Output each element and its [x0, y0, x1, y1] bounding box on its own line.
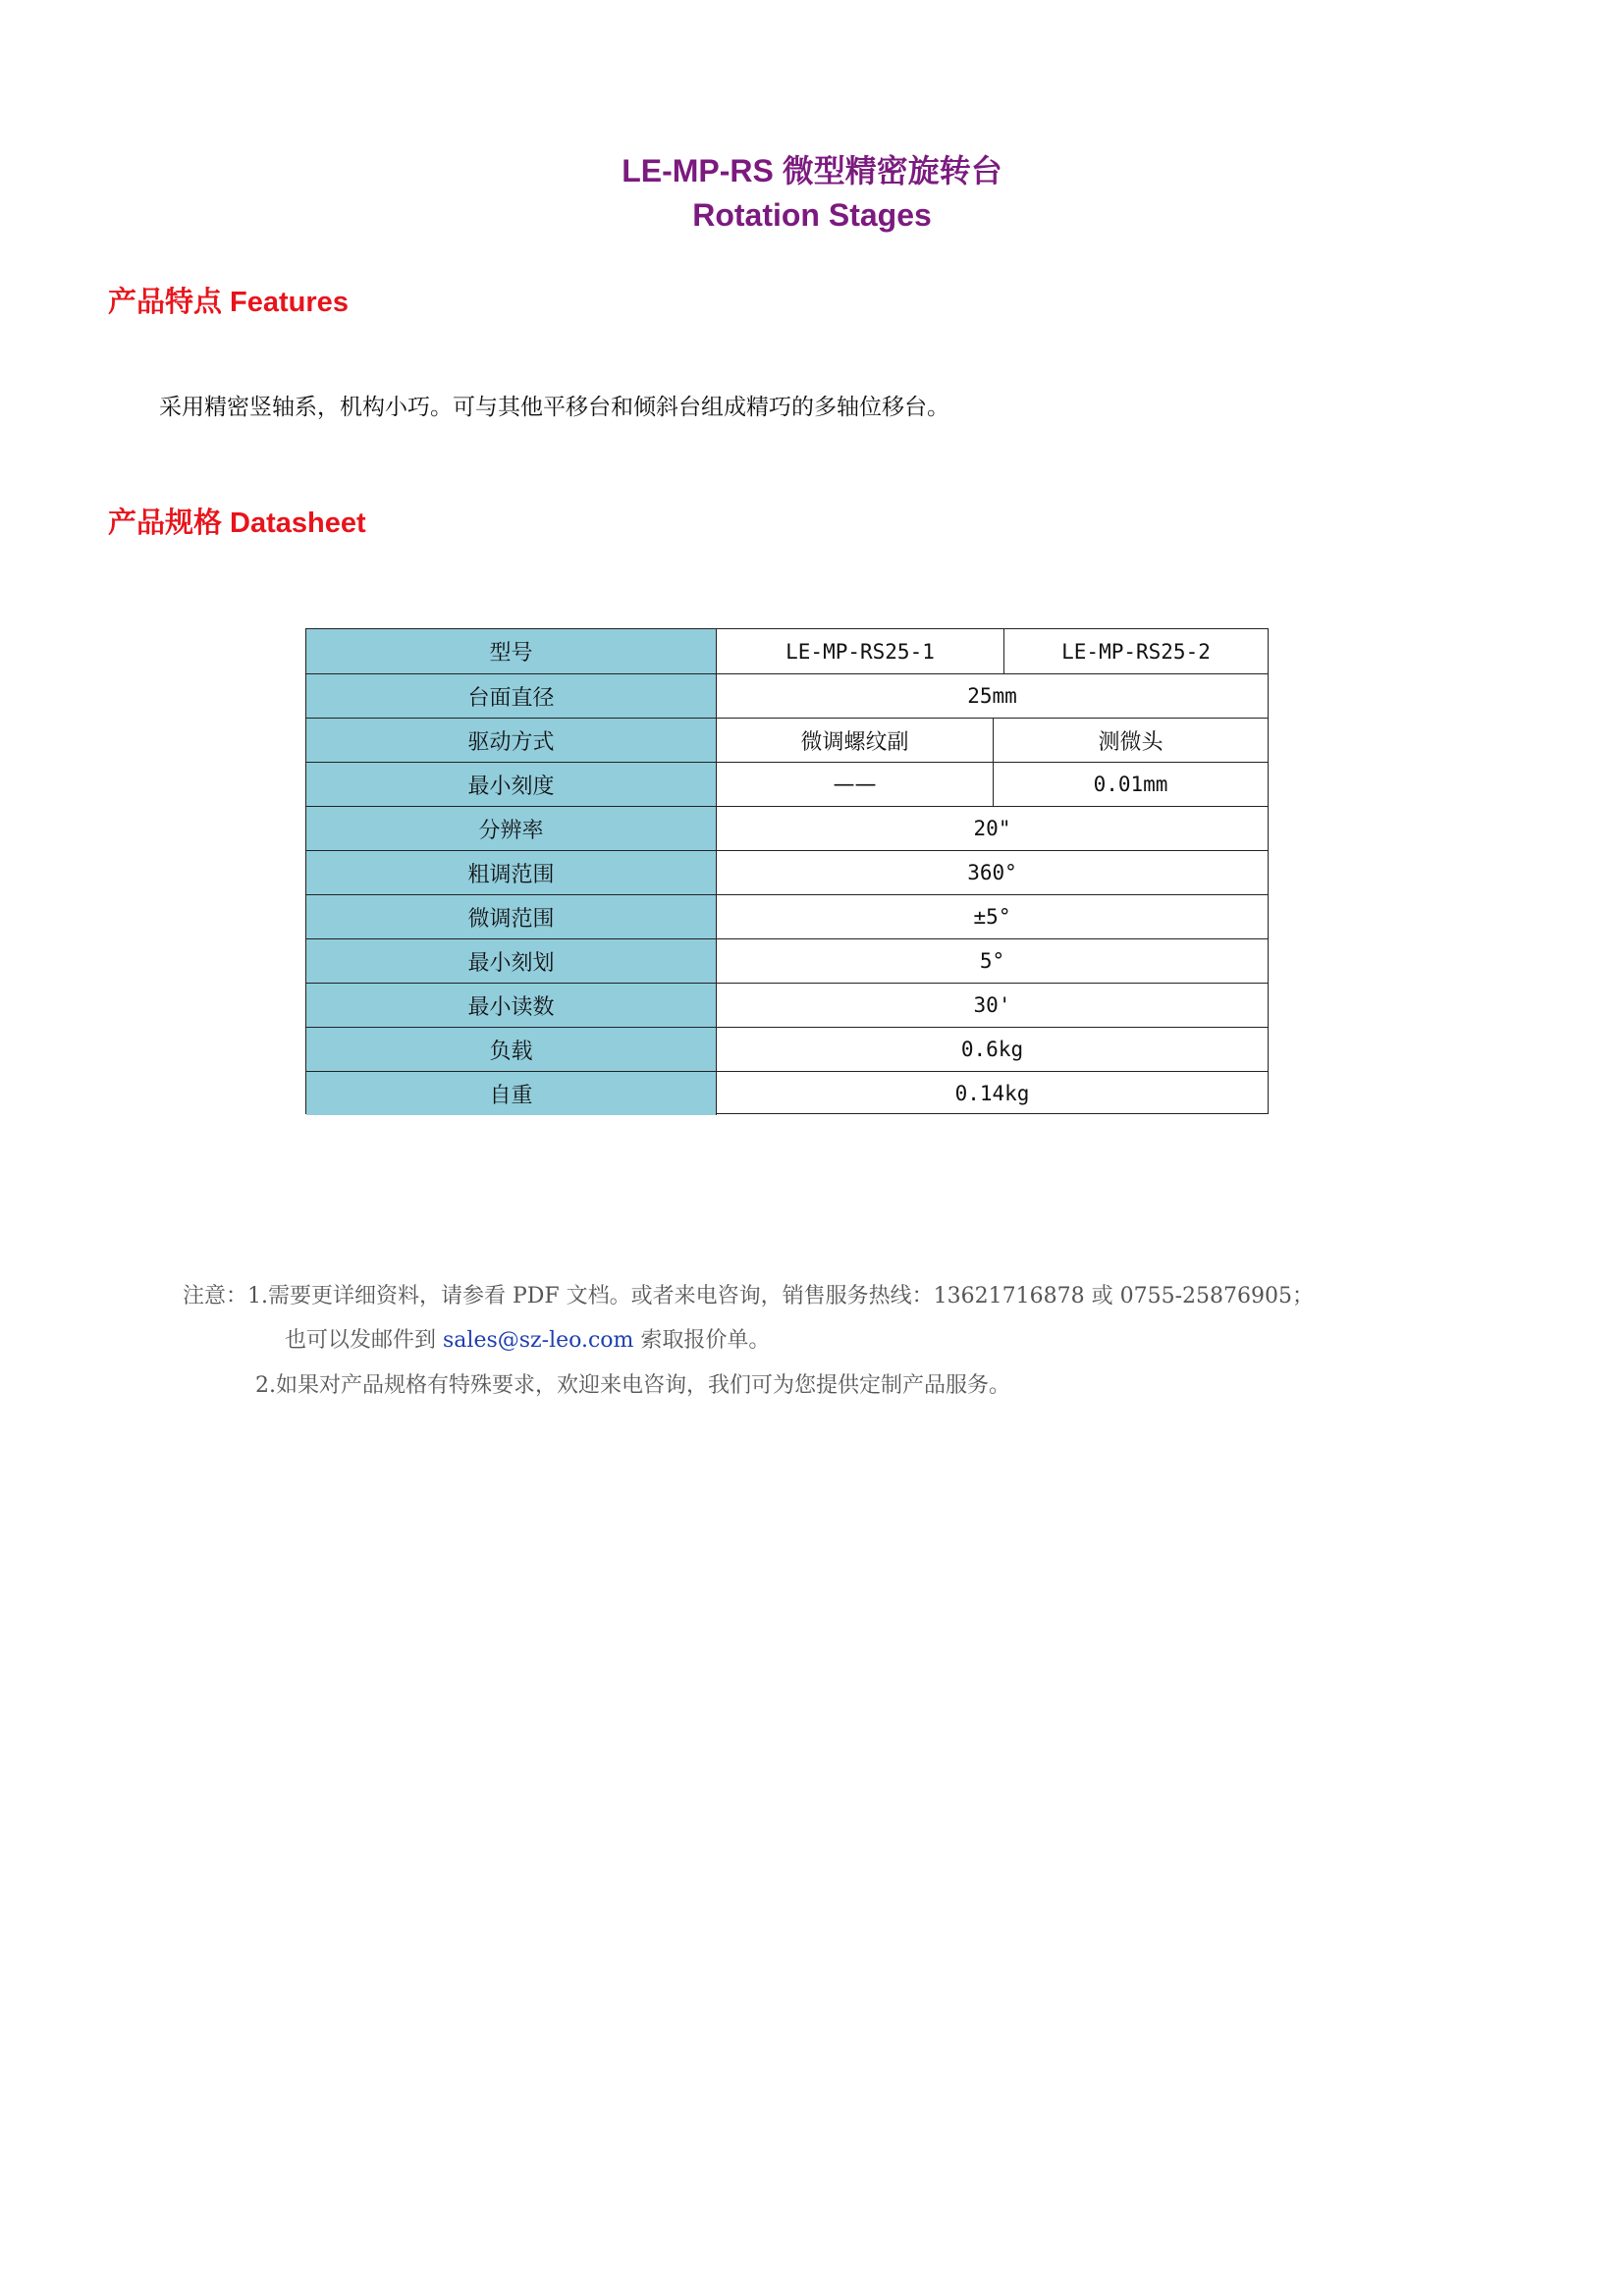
page-title-chinese: LE-MP-RS 微型精密旋转台: [622, 153, 1002, 188]
table-row: [306, 806, 1268, 850]
row-label: 最小刻度: [306, 763, 717, 806]
row-value: 30': [973, 993, 1011, 1017]
row-value: 5°: [979, 949, 1005, 973]
note-line-2-prefix: 也可以发邮件到: [285, 1328, 443, 1353]
row-label: 粗调范围: [306, 851, 717, 894]
features-description: 采用精密竖轴系，机构小巧。可与其他平移台和倾斜台组成精巧的多轴位移台。: [159, 395, 949, 420]
note-line-3: 2.如果对产品规格有特殊要求，欢迎来电咨询，我们可为您提供定制产品服务。: [255, 1373, 1010, 1398]
datasheet-heading: 产品规格 Datasheet: [108, 507, 366, 539]
model-2-cell: LE-MP-RS25-2: [1061, 639, 1211, 664]
row-value: 0.6kg: [960, 1038, 1024, 1061]
row-label: 微调范围: [306, 895, 717, 938]
table-row: [306, 894, 1268, 938]
row-label: 分辨率: [306, 807, 717, 850]
row-label: 驱动方式: [306, 719, 717, 762]
features-heading: 产品特点 Features: [108, 287, 349, 318]
row-value: ±5°: [973, 905, 1011, 929]
table-row: [306, 983, 1268, 1027]
table-row: [306, 673, 1268, 718]
row-label: 负载: [306, 1028, 717, 1071]
spec-table: [305, 628, 1269, 1114]
row-label-model: 型号: [306, 629, 717, 673]
row-label: 自重: [306, 1072, 717, 1115]
table-row: [306, 718, 1268, 762]
row-label: 最小读数: [306, 984, 717, 1027]
row-value: 20": [973, 817, 1011, 840]
row-label: 台面直径: [306, 674, 717, 718]
row-value: 360°: [967, 861, 1017, 884]
table-row-model: [306, 629, 1268, 673]
row-value-model-2: 0.01mm: [1093, 773, 1168, 796]
row-value-model-2: 测微头: [1098, 729, 1164, 755]
row-value-model-1: 微调螺纹副: [717, 719, 994, 762]
note-line-2: [285, 1326, 770, 1356]
sales-email-link[interactable]: sales@sz-leo.com: [443, 1328, 634, 1353]
table-row: [306, 1027, 1268, 1071]
page-title-english: Rotation Stages: [692, 197, 932, 233]
row-label: 最小刻划: [306, 939, 717, 983]
table-row: [306, 938, 1268, 983]
row-value-model-1: ——: [717, 763, 994, 806]
note-line-2-suffix: 索取报价单。: [633, 1328, 771, 1353]
table-row: [306, 1071, 1268, 1115]
table-row: [306, 850, 1268, 894]
row-value: 25mm: [967, 684, 1017, 708]
table-row: [306, 762, 1268, 806]
model-1-cell: LE-MP-RS25-1: [717, 629, 1004, 673]
row-value: 0.14kg: [954, 1082, 1030, 1105]
note-line-1: 注意：1.需要更详细资料，请参看 PDF 文档。或者来电咨询，销售服务热线：13621716878 或 0755-25876905；: [183, 1284, 1315, 1308]
